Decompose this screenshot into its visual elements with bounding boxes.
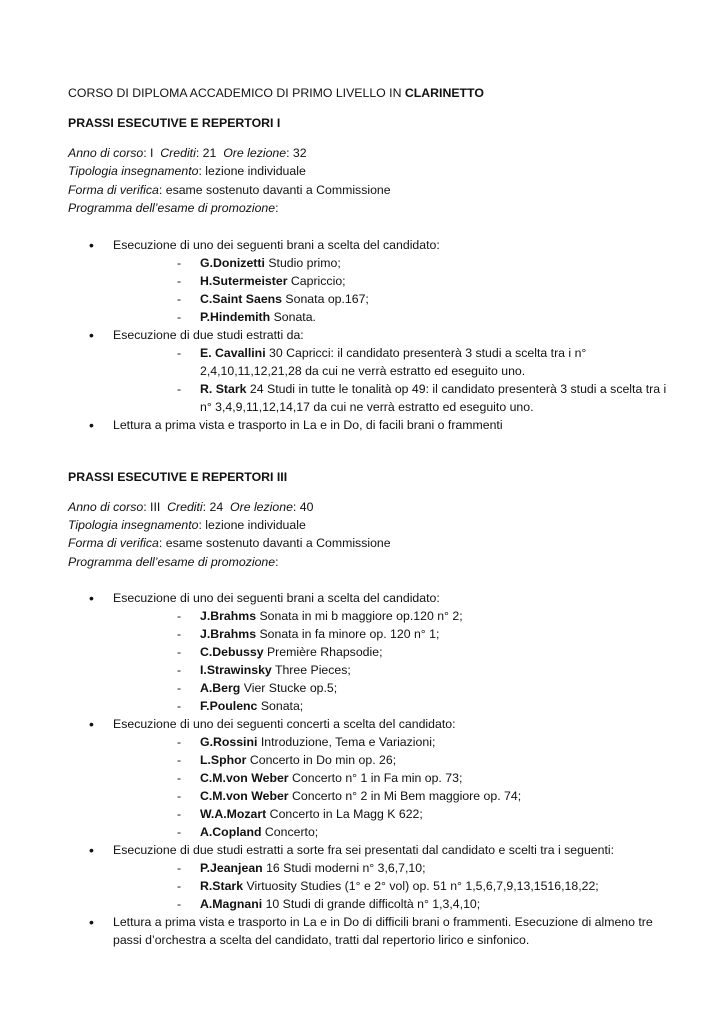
meta-tipologia: Tipologia insegnamento: lezione individuale — [68, 518, 306, 533]
composer-name: A.Magnani — [200, 897, 263, 912]
piece-item: - R.Stark Virtuosity Studies (1° e 2° vol) op. 51 n° 1,5,6,7,9,13,1516,18,22; — [113, 877, 668, 895]
composer-name: H.Sutermeister — [200, 273, 288, 288]
composer-name: A.Copland — [200, 825, 262, 840]
piece-item: - P.Hindemith Sonata. — [113, 308, 668, 326]
program-item: • Lettura a prima vista e trasporto in La e in Do, di facili brani o frammenti — [68, 416, 668, 434]
composer-name: R. Stark — [200, 381, 247, 396]
piece-item: - J.Brahms Sonata in mi b maggiore op.120 n° 2; — [113, 607, 668, 625]
piece-item: - W.A.Mozart Concerto in La Magg K 622; — [113, 805, 668, 823]
program-list — [68, 236, 668, 434]
piece-list — [113, 344, 668, 416]
composer-name: W.A.Mozart — [200, 807, 267, 822]
meta-anno-crediti-ore: Anno di corso: III Crediti: 24 Ore lezione: 40 — [68, 499, 314, 514]
piece-item: - H.Sutermeister Capriccio; — [113, 272, 668, 290]
composer-name: I.Strawinsky — [200, 663, 272, 678]
piece-item: - E. Cavallini 30 Capricci: il candidato presenterà 3 studi a scelta tra i n° 2,4,10,11,12,21,28 da cui ne verrà estratto ed eseguito uno. — [113, 344, 668, 380]
program-item: • Esecuzione di uno dei seguenti brani a scelta del candidato: - J.Brahms Sonata in mi b maggiore op.120 n° 2; - J.Brahms Sonata in fa minore op. 120 n° 1; - C.Debussy Première Rhapsodie; - I.Strawinsky Three Pieces; - A.Berg Vier Stucke op.5; - F.Poulenc Sonata; — [68, 589, 668, 715]
piece-item: - L.Sphor Concerto in Do min op. 26; — [113, 751, 668, 769]
composer-name: R.Stark — [200, 879, 244, 894]
instrument-name: CLARINETTO — [404, 86, 484, 100]
composer-name: E. Cavallini — [200, 345, 266, 360]
piece-item: - A.Magnani 10 Studi di grande difficoltà n° 1,3,4,10; — [113, 895, 668, 913]
composer-name: P.Hindemith — [200, 309, 271, 324]
meta-anno-crediti-ore: Anno di corso: I Crediti: 21 Ore lezione: 32 — [68, 146, 307, 160]
meta-forma: Forma di verifica: esame sostenuto davanti a Commissione — [68, 182, 391, 197]
composer-name: C.M.von Weber — [200, 771, 289, 786]
meta-programma: Programma dell’esame di promozione: — [68, 554, 279, 569]
piece-list — [113, 859, 668, 913]
section-meta — [68, 144, 668, 218]
section-2 — [68, 434, 668, 950]
piece-item: - G.Rossini Introduzione, Tema e Variazioni; — [113, 733, 668, 751]
composer-name: P.Jeanjean — [200, 861, 263, 876]
piece-item: - R. Stark 24 Studi in tutte le tonalità op 49: il candidato presenterà 3 studi a scelta tra i n° 3,4,9,11,12,14,17 da cui ne verrà estratto ed eseguito uno. — [113, 380, 668, 416]
piece-item: - G.Donizetti Studio primo; — [113, 254, 668, 272]
piece-item: - A.Copland Concerto; — [113, 823, 668, 841]
section-heading: PRASSI ESECUTIVE E REPERTORI III — [68, 469, 288, 484]
piece-list — [113, 607, 668, 715]
program-list — [68, 589, 668, 949]
section-heading: PRASSI ESECUTIVE E REPERTORI I — [68, 116, 281, 130]
piece-item: - P.Jeanjean 16 Studi moderni n° 3,6,7,10; — [113, 859, 668, 877]
program-item: • Esecuzione di uno dei seguenti brani a scelta del candidato: - G.Donizetti Studio primo; - H.Sutermeister Capriccio; - C.Saint Saens Sonata op.167; - P.Hindemith Sonata. — [68, 236, 668, 326]
piece-list — [113, 254, 668, 326]
composer-name: C.Saint Saens — [200, 291, 283, 306]
meta-forma: Forma di verifica: esame sostenuto davanti a Commissione — [68, 536, 391, 551]
piece-item: - A.Berg Vier Stucke op.5; — [113, 679, 668, 697]
piece-item: - J.Brahms Sonata in fa minore op. 120 n° 1; — [113, 625, 668, 643]
composer-name: L.Sphor — [200, 753, 247, 768]
piece-item: - C.Saint Saens Sonata op.167; — [113, 290, 668, 308]
piece-item: - C.M.von Weber Concerto n° 2 in Mi Bem maggiore op. 74; — [113, 787, 668, 805]
sections — [68, 114, 668, 949]
program-item: • Esecuzione di uno dei seguenti concerti a scelta del candidato: - G.Rossini Introduzione, Tema e Variazioni; - L.Sphor Concerto in Do min op. 26; - C.M.von Weber Concerto n° 1 in Fa min op. 73; - C.M.von Weber Concerto n° 2 in Mi Bem maggiore op. 74; - W.A.Mozart Concerto in La Magg K 622; - A.Copland Concerto; — [68, 715, 668, 841]
composer-name: A.Berg — [200, 681, 241, 696]
program-item: • Lettura a prima vista e trasporto in La e in Do di difficili brani o frammenti. Esecuzione di almeno tre passi d’orchestra a scelta del candidato, tratti dal repertorio lirico e sinfonico. — [68, 913, 668, 949]
piece-list — [113, 733, 668, 841]
composer-name: F.Poulenc — [200, 699, 258, 714]
composer-name: J.Brahms — [200, 609, 257, 624]
composer-name: C.M.von Weber — [200, 789, 289, 804]
composer-name: J.Brahms — [200, 627, 257, 642]
composer-name: G.Rossini — [200, 735, 258, 750]
meta-programma: Programma dell’esame di promozione: — [68, 201, 279, 216]
composer-name: C.Debussy — [200, 645, 264, 660]
program-item: • Esecuzione di due studi estratti a sorte fra sei presentati dal candidato e scelti tra i seguenti: - P.Jeanjean 16 Studi moderni n° 3,6,7,10; - R.Stark Virtuosity Studies (1° e 2° vol) op. 51 n° 1,5,6,7,9,13,1516,18,22; - A.Magnani 10 Studi di grande difficoltà n° 1,3,4,10; — [68, 841, 668, 913]
piece-item: - C.M.von Weber Concerto n° 1 in Fa min op. 73; — [113, 769, 668, 787]
piece-item: - I.Strawinsky Three Pieces; — [113, 661, 668, 679]
document-page — [68, 84, 668, 949]
composer-name: G.Donizetti — [200, 255, 265, 270]
section-1 — [68, 114, 668, 434]
meta-tipologia: Tipologia insegnamento: lezione individuale — [68, 164, 306, 179]
program-item: • Esecuzione di due studi estratti da: - E. Cavallini 30 Capricci: il candidato presenterà 3 studi a scelta tra i n° 2,4,10,11,12,21,28 da cui ne verrà estratto ed eseguito uno. - R. Stark 24 Studi in tutte le tonalità op 49: il candidato presenterà 3 studi a scelta tra i n° 3,4,9,11,12,14,17 da cui ne verrà estratto ed eseguito uno. — [68, 326, 668, 416]
piece-item: - C.Debussy Première Rhapsodie; — [113, 643, 668, 661]
section-meta — [68, 498, 668, 572]
course-title: CORSO DI DIPLOMA ACCADEMICO DI PRIMO LIVELLO IN CLARINETTO — [68, 86, 484, 100]
piece-item: - F.Poulenc Sonata; — [113, 697, 668, 715]
